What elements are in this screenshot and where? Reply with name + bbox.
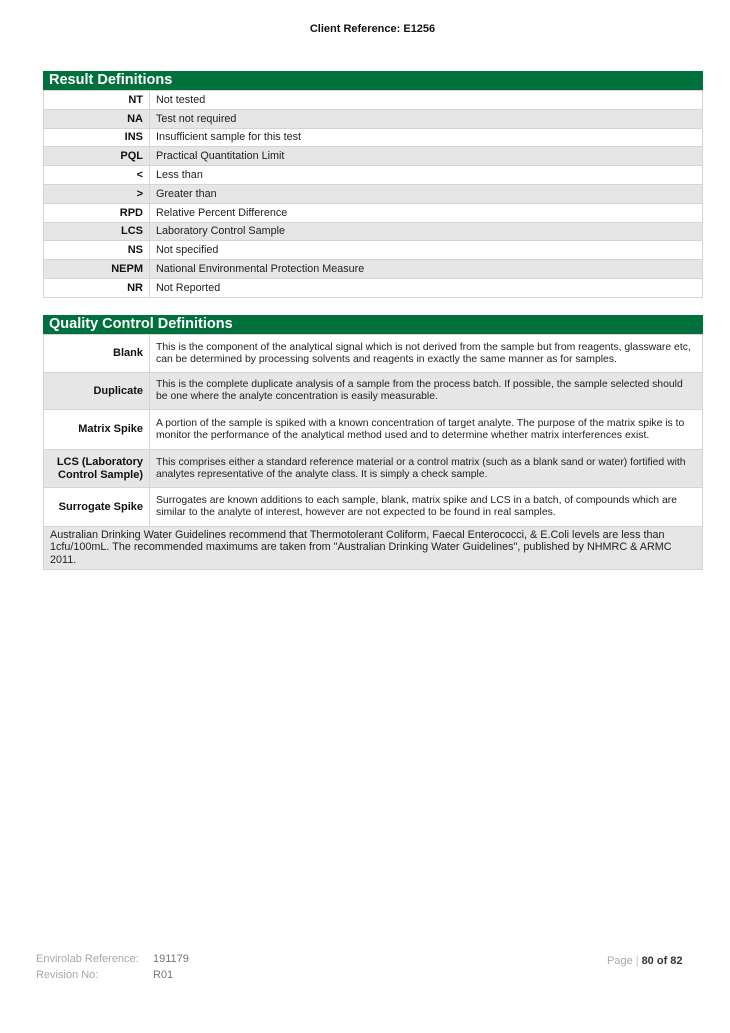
table-row (44, 203, 703, 222)
definition-cell: Not Reported (150, 278, 703, 297)
envirolab-reference-value: 191179 (153, 953, 189, 965)
definition-cell: Less than (150, 166, 703, 185)
footer-references (36, 953, 189, 985)
qc-definitions-title: Quality Control Definitions (43, 315, 703, 334)
result-definitions-title: Result Definitions (43, 71, 703, 90)
qc-definitions-table (43, 334, 703, 527)
definition-cell: Greater than (150, 184, 703, 203)
table-row (44, 128, 703, 147)
term-cell: NS (44, 241, 150, 260)
definition-cell: Laboratory Control Sample (150, 222, 703, 241)
page-separator: | (635, 955, 639, 967)
term-cell: RPD (44, 203, 150, 222)
envirolab-reference-label: Envirolab Reference: (36, 953, 139, 965)
qc-definitions-section (43, 315, 703, 570)
table-row (44, 373, 703, 410)
definition-cell: This is the complete duplicate analysis of a sample from the process batch. If possible, the sample selected should be one where the analyte concentration is easily measurable. (150, 373, 703, 410)
term-cell: NA (44, 109, 150, 128)
term-cell: PQL (44, 147, 150, 166)
term-cell: Duplicate (44, 373, 150, 410)
definition-cell: Not tested (150, 91, 703, 110)
term-cell: LCS (Laboratory Control Sample) (44, 450, 150, 488)
term-cell: LCS (44, 222, 150, 241)
term-cell: Surrogate Spike (44, 488, 150, 527)
table-row (44, 335, 703, 373)
table-row (44, 222, 703, 241)
page-number (607, 955, 683, 967)
table-row (44, 278, 703, 297)
definition-cell: This is the component of the analytical signal which is not derived from the sample but from reagents, glassware etc, can be determined by processing solvents and reagents in exactly the same manner as for samples. (150, 335, 703, 373)
result-definitions-section (43, 71, 703, 298)
definition-cell: Not specified (150, 241, 703, 260)
definition-cell: Practical Quantitation Limit (150, 147, 703, 166)
term-cell: NR (44, 278, 150, 297)
term-cell: Matrix Spike (44, 410, 150, 450)
term-cell: < (44, 166, 150, 185)
definition-cell: This comprises either a standard reference material or a control matrix (such as a blank sand or water) fortified with analytes representative of the analyte class. It is simply a check sample. (150, 450, 703, 488)
term-cell: > (44, 184, 150, 203)
table-row (44, 109, 703, 128)
table-row (44, 184, 703, 203)
page-value: 80 of 82 (641, 955, 683, 967)
definition-cell: A portion of the sample is spiked with a known concentration of target analyte. The purpose of the matrix spike is to monitor the performance of the analytical method used and to determine whether matrix interferences exist. (150, 410, 703, 450)
definition-cell: Relative Percent Difference (150, 203, 703, 222)
page-label: Page (607, 955, 633, 967)
definition-cell: Insufficient sample for this test (150, 128, 703, 147)
table-row (44, 91, 703, 110)
result-definitions-table (43, 90, 703, 298)
envirolab-reference (36, 953, 189, 969)
table-row (44, 450, 703, 488)
client-reference: Client Reference: E1256 (309, 23, 436, 35)
revision-label: Revision No: (36, 969, 99, 981)
table-row (44, 488, 703, 527)
definition-cell: Test not required (150, 109, 703, 128)
definition-cell: Surrogates are known additions to each sample, blank, matrix spike and LCS in a batch, of compounds which are similar to the analyte of interest, however are not expected to be found in real samples. (150, 488, 703, 527)
revision-number (36, 969, 189, 985)
term-cell: Blank (44, 335, 150, 373)
table-row (44, 410, 703, 450)
term-cell: NEPM (44, 260, 150, 279)
table-row (44, 147, 703, 166)
revision-value: R01 (153, 969, 174, 981)
term-cell: INS (44, 128, 150, 147)
definition-cell: National Environmental Protection Measure (150, 260, 703, 279)
table-row (44, 166, 703, 185)
drinking-water-note: Australian Drinking Water Guidelines recommend that Thermotolerant Coliform, Faecal Enterococci, & E.Coli levels are less than 1cfu/100mL. The recommended maximums are taken from "Australian Drinking Water Guidelines", published by NHMRC & ARMC 2011. (43, 527, 703, 570)
table-row (44, 260, 703, 279)
table-row (44, 241, 703, 260)
term-cell: NT (44, 91, 150, 110)
